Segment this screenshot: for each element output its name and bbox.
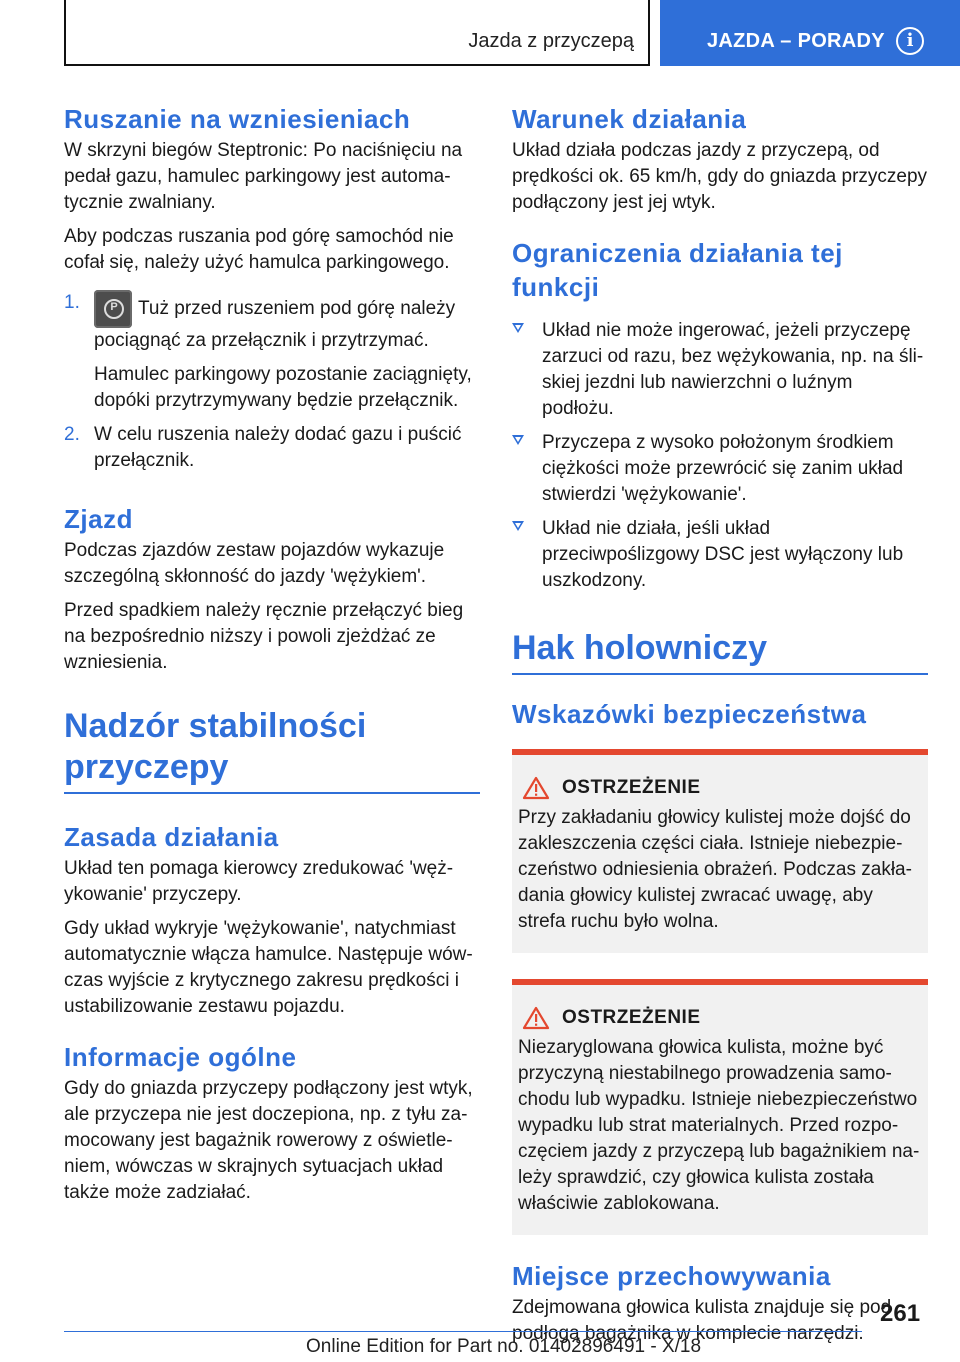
- section-title-limitations: Ograniczenia działania tej funkcji: [512, 238, 843, 302]
- warning-triangle-icon: [522, 776, 550, 800]
- footer-edition: Online Edition for Part no. 01402896491 - X/18: [306, 1336, 702, 1357]
- paragraph: Podczas zjazdów zestaw pojazdów wykazuje szczególną skłonność do jazdy 'wężykiem'.: [64, 540, 445, 587]
- section-title-principle: Zasada działania: [64, 822, 279, 852]
- section-title-downhill: Zjazd: [64, 504, 133, 534]
- step-text: Tuż przed ruszeniem pod górę należy pociągnąć za przełącznik i przytrzymać.: [94, 298, 456, 351]
- list-item: [64, 422, 480, 474]
- step-note: Hamulec parkingowy pozostanie zaciągnięty, dopóki przytrzymywany będzie przełącznik.: [94, 364, 472, 411]
- list-item: [64, 290, 480, 414]
- bullet-triangle-icon: [512, 521, 524, 531]
- chapter-heading-trailer-stability: Nadzór stabilności przyczepy: [64, 706, 480, 794]
- steps-list: [64, 290, 480, 474]
- paragraph: Gdy do gniazda przyczepy podłączony jest wtyk, ale przyczepa nie jest doczepiona, np. z tyłu zamocowany jest bagażnik rowerowy z oświetleniem, wówczas w skrajnych sytuacjach układ także może zadziałać.: [64, 1078, 473, 1203]
- paragraph: Układ działa podczas jazdy z przyczepą, od prędkości ok. 65 km/h, gdy do gniazda przyczepy podłączony jest jej wtyk.: [512, 140, 928, 213]
- bullet-triangle-icon: [512, 435, 524, 445]
- chapter-heading-tow-hitch: Hak holowniczy: [512, 628, 928, 675]
- warning-text: Przy zakładaniu głowicy kulistej może dojść do zakleszczenia części ciała. Istnieje niebezpieczeństwo odniesienia obrażeń. Podczas zakładania głowicy kulistej zwracać uwagę, aby strefa ruchu było wolna.: [518, 807, 912, 932]
- warning-box: [512, 979, 928, 1235]
- parking-brake-icon: [94, 290, 132, 328]
- step-text: W celu ruszenia należy dodać gazu i puścić przełącznik.: [94, 424, 462, 471]
- paragraph: Układ ten pomaga kierowcy zredukować 'wężykowanie' przyczepy.: [64, 858, 454, 905]
- right-column: [512, 102, 928, 1347]
- header-section-title: Jazda z przyczepą: [468, 30, 634, 52]
- left-column: [64, 102, 480, 1206]
- list-item: Układ nie działa, jeśli układ przeciwpoślizgowy DSC jest wyłączony lub uszkodzony.: [512, 516, 928, 594]
- list-item: Układ nie może ingerować, jeżeli przyczepę zarzuci od razu, bez wężykowania, np. na śliskiej jezdni lub nawierzchni o luźnym podłożu.: [512, 318, 928, 422]
- warning-text: Niezaryglowana głowica kulista, możne być przyczyną niestabilnego prowadzenia samochodu lub wypadku. Istnieje niebezpieczeństwo wypadku lub strat materialnych. Przed rozpoczęciem jazdy z przyczepą lub bagażnikiem należy sprawdzić, czy głowica kulista została właściwie zablokowana.: [518, 1037, 920, 1214]
- header-section-box: [64, 0, 650, 66]
- warning-triangle-icon: [522, 1006, 550, 1030]
- bullet-triangle-icon: [512, 323, 524, 333]
- warning-box: [512, 749, 928, 953]
- paragraph: Przed spadkiem należy ręcznie przełączyć bieg na bezpośrednio niższy i powoli zjeżdżać ze wzniesienia.: [64, 600, 464, 673]
- list-item: Przyczepa z wysoko położonym środkiem ciężkości może przewrócić się zanim układ stwierdzi 'wężykowanie'.: [512, 430, 928, 508]
- section-title-general-info: Informacje ogólne: [64, 1042, 297, 1072]
- section-title-operating-condition: Warunek działania: [512, 104, 747, 134]
- section-title-safety: Wskazówki bezpieczeństwa: [512, 699, 867, 729]
- warning-title: OSTRZEŻENIE: [562, 1007, 701, 1028]
- header-chapter-title: JAZDA – PORADY: [707, 30, 885, 52]
- section-title-hill-start: Ruszanie na wzniesieniach: [64, 104, 411, 134]
- header-chapter-tab: [660, 0, 960, 66]
- step-number: 2.: [64, 424, 80, 445]
- paragraph: Zdejmowana głowica kulista znajduje się pod podłogą bagażnika w komplecie narzędzi.: [512, 1297, 892, 1344]
- page-number: 261: [880, 1300, 921, 1327]
- step-number: 1.: [64, 292, 80, 313]
- warning-title: OSTRZEŻENIE: [562, 777, 701, 798]
- limitations-list: [512, 318, 928, 594]
- footer-divider: [64, 1331, 862, 1332]
- paragraph: Gdy układ wykryje 'wężykowanie', natychmiast automatycznie włącza hamulce. Następuje wówczas wyjście z krytycznego zakresu prędkości i ustabilizowanie zestawu pojazdu.: [64, 918, 473, 1017]
- section-title-storage: Miejsce przechowywania: [512, 1261, 831, 1291]
- paragraph: W skrzyni biegów Steptronic: Po naciśnięciu na pedał gazu, hamulec parkingowy jest automatycznie zwalniany.: [64, 140, 463, 213]
- paragraph: Aby podczas ruszania pod górę samochód nie cofał się, należy użyć hamulca parkingowego.: [64, 226, 454, 273]
- info-icon: i: [896, 27, 924, 55]
